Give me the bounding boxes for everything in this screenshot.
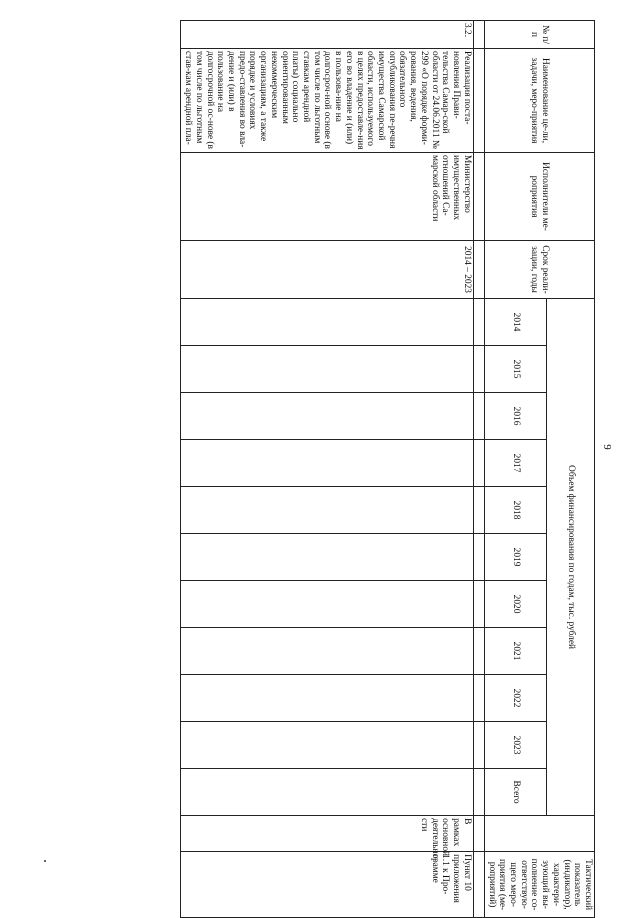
row-indicator: Пункт 10 приложения 1.1 к Про-грамме <box>181 852 473 918</box>
header-total: Всего <box>484 769 546 816</box>
row-year-cell <box>181 487 473 534</box>
row-year-cell <box>181 675 473 722</box>
header-executor: Исполнители ме-роприятия <box>484 153 594 241</box>
header-year: 2015 <box>484 346 546 393</box>
row-executor: Министерство имущественных отношений Са-марской области <box>181 153 473 241</box>
row-year-cell <box>181 393 473 440</box>
header-year: 2022 <box>484 675 546 722</box>
table-row-spacer <box>473 21 484 918</box>
row-year-cell <box>181 299 473 346</box>
row-year-cell <box>181 440 473 487</box>
row-year-cell <box>181 628 473 675</box>
header-name: Наименование це-ли, задачи, меро-приятия <box>484 49 594 153</box>
header-term: Срок реали-зации, годы <box>484 241 594 299</box>
table-row <box>181 21 473 918</box>
row-year-cell <box>181 581 473 628</box>
header-year: 2021 <box>484 628 546 675</box>
header-volume-group: Объем финансирования по годам, тыс. рублей <box>546 299 594 816</box>
header-year: 2020 <box>484 581 546 628</box>
header-year: 2014 <box>484 299 546 346</box>
row-num: 3.2. <box>181 21 473 49</box>
header-year: 2019 <box>484 534 546 581</box>
program-table <box>180 20 595 918</box>
header-source <box>484 816 594 852</box>
row-name: Реализация поста-новления Прави-тельства Самар-ской области от 24.06.2011 № 299 «О порядке форми-рования, ведения, обязательного опубликования пе-речня имущества Самарской области, используемого в целях предоставле-ния его во владение и (или) в пользова-ние на долгосроч-ной основе (в том числе по льготным ставкам арендной платы) социально ориентированным некоммерческим организациям, а также порядке и условиях предо-ставления во вла-дение и (или) в пользование на долгосрочной ос-нове (в том числе по льготным став-кам арендной пла- <box>181 49 473 153</box>
row-term: 2014 – 2023 <box>181 241 473 299</box>
header-year: 2023 <box>484 722 546 769</box>
header-year: 2017 <box>484 440 546 487</box>
header-year: 2016 <box>484 393 546 440</box>
rotated-table-page <box>15 20 595 911</box>
header-year: 2018 <box>484 487 546 534</box>
row-total-cell <box>181 769 473 816</box>
scan-speck <box>44 860 46 862</box>
header-num: № п/п <box>484 21 594 49</box>
page-number: 9 <box>600 444 613 450</box>
row-year-cell <box>181 722 473 769</box>
header-indicator: Тактический показатель (индикатор), характери-зующий вы-полнение со-ответствую-щего меро-приятия (ме-роприятий) <box>484 852 594 918</box>
row-source: В рамках основной деятельно-сти <box>181 816 473 852</box>
row-year-cell <box>181 534 473 581</box>
row-year-cell <box>181 346 473 393</box>
